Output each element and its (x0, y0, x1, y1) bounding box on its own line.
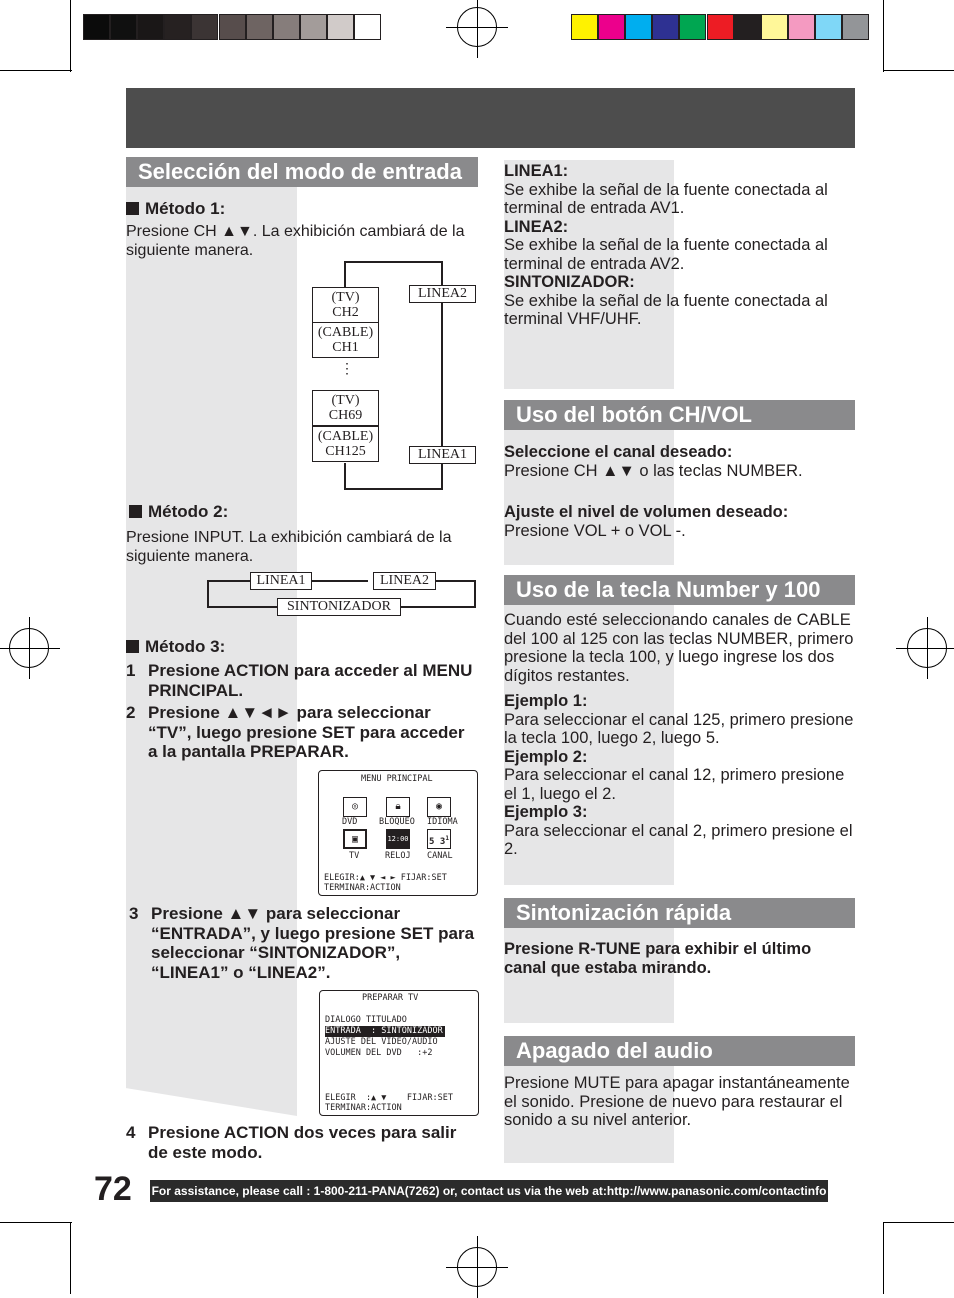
lips-icon: ◉ (427, 797, 451, 817)
color-swatch (652, 14, 679, 40)
method3-heading: Método 3: (126, 638, 225, 657)
color-swatch (707, 14, 734, 40)
color-swatch (191, 14, 218, 40)
section-title-rtune: Sintonización rápida (504, 898, 855, 928)
color-swatch (83, 14, 110, 40)
box-m2-linea1: LINEA1 (250, 572, 312, 590)
color-swatch (354, 14, 381, 40)
crop-mark (883, 0, 884, 72)
linea-descriptions: LINEA1: Se exhibe la señal de la fuente conectada al terminal de entrada AV1. LINEA2: Se exhibe la señal de la fuente conectada al terminal de entrada AV2. SINTONIZADOR: Se exhibe la señal de la fuente conectada al terminal VHF/UHF. (504, 162, 828, 328)
box-linea1: LINEA1 (409, 446, 476, 464)
crop-mark (0, 70, 72, 71)
section-title-entrada: Selección del modo de entrada (126, 157, 478, 187)
method2-text: Presione INPUT. La exhibición cambiará de la siguiente manera. (126, 529, 452, 565)
color-swatch (842, 14, 869, 40)
crop-mark (70, 0, 71, 72)
box-linea2: LINEA2 (409, 285, 476, 303)
highlighted-entrada-row: ENTRADA : SINTONIZADOR (325, 1026, 443, 1036)
color-swatch (164, 14, 191, 40)
box-cable-ch1: (CABLE) CH1 (312, 322, 379, 358)
chvol-text: Seleccione el canal deseado: Presione CH ▲▼ o las teclas NUMBER. Ajuste el nivel de volumen deseado: Presione VOL + o VOL -. (504, 443, 803, 540)
crop-mark (883, 70, 954, 71)
color-swatch (571, 14, 598, 40)
box-tv-ch69: (TV) CH69 (312, 390, 379, 426)
color-swatch (788, 14, 815, 40)
top-banner (126, 88, 855, 148)
crop-mark (883, 1222, 954, 1223)
color-swatch (300, 14, 327, 40)
color-swatch (219, 14, 246, 40)
step-1: 1 Presione ACTION para acceder al MENU PRINCIPAL. (126, 661, 473, 700)
color-swatch (815, 14, 842, 40)
registration-mark-left (9, 628, 49, 668)
tv-icon: ▣ (343, 829, 367, 849)
color-swatch (734, 14, 761, 40)
color-swatch (679, 14, 706, 40)
step-2: 2 Presione ▲▼◄► para seleccionar “TV”, luego presione SET para acceder a la pantalla PREPARAR. (126, 703, 465, 761)
crop-mark (0, 1222, 72, 1223)
method1-heading: Método 1: (126, 200, 225, 219)
registration-mark-bottom (457, 1247, 497, 1287)
dvd-icon: ◎ (343, 797, 367, 817)
rtune-text: Presione R-TUNE para exhibir el último canal que estaba mirando. (504, 940, 812, 977)
method1-text: Presione CH ▲▼. La exhibición cambiará de la siguiente manera. (126, 223, 465, 259)
section-title-chvol: Uso del botón CH/VOL (504, 400, 855, 430)
color-swatch (761, 14, 788, 40)
color-swatch (110, 14, 137, 40)
page-number: 72 (94, 1170, 132, 1208)
step-3: 3 Presione ▲▼ para seleccionar “ENTRADA”, y luego presione SET para seleccionar “SINTONIZADOR”, “LINEA1” o “LINEA2”. (129, 904, 475, 982)
crop-mark (883, 1222, 884, 1294)
footer-contact: For assistance, please call : 1-800-211-PANA(7262) or, contact us via the web at:http://www.panasonic.com/contactinfo (150, 1180, 828, 1202)
color-swatch (327, 14, 354, 40)
registration-mark-right (907, 628, 947, 668)
registration-mark-top (457, 7, 497, 47)
preparar-tv-screen: PREPARAR TV DIALOGO TITULADO ENTRADA : SINTONIZADOR AJUSTE DEL VIDEO/AUDIO VOLUMEN DEL DVD :+2 ELEGIR :▲ ▼ FIJAR:SET TERMINAR:ACTION (319, 990, 479, 1116)
section-title-number: Uso de la tecla Number y 100 (504, 575, 855, 605)
method2-heading: Método 2: (129, 503, 228, 522)
menu-principal-screen: MENU PRINCIPAL ◎ 🔒︎ ◉ DVD BLOQUEO IDIOMA ▣ 12:00 5 $3^1$ TV RELOJ CANAL ELEGIR:▲ ▼ ◄ ► FIJAR:SET TERMINAR:ACTION (318, 770, 478, 896)
box-m2-linea2: LINEA2 (373, 572, 436, 590)
section-title-mute: Apagado del audio (504, 1036, 855, 1066)
box-m2-sintonizador: SINTONIZADOR (277, 598, 401, 616)
mute-text: Presione MUTE para apagar instantáneamente el sonido. Presione de nuevo para restaurar el sonido a su nivel anterior. (504, 1074, 850, 1129)
box-cable-ch125: (CABLE) CH125 (312, 426, 379, 462)
crop-mark (70, 1222, 71, 1294)
color-swatch (273, 14, 300, 40)
color-swatch (246, 14, 273, 40)
channel-icon: 5 $3^1$ (427, 829, 451, 849)
number-text: Cuando esté seleccionando canales de CABLE del 100 al 125 con las teclas NUMBER, primero presione la tecla 100, y luego ingrese los dos dígitos restantes. Ejemplo 1: Para seleccionar el canal 125, primero presione la tecla 100, luego 2, luego 5. Ejemplo 2: Para seleccionar el canal 12, primero presione el 1, luego el 2. Ejemplo 3: Para seleccionar el canal 2, primero presione el 2. (504, 611, 854, 858)
lock-icon: 🔒︎ (386, 797, 410, 817)
dots: ⋮ (340, 360, 354, 376)
color-swatch (625, 14, 652, 40)
clock-icon: 12:00 (386, 829, 410, 849)
step-4: 4 Presione ACTION dos veces para salir de este modo. (126, 1123, 457, 1162)
color-swatch (598, 14, 625, 40)
box-tv-ch2: (TV) CH2 (312, 287, 379, 323)
color-swatch (137, 14, 164, 40)
